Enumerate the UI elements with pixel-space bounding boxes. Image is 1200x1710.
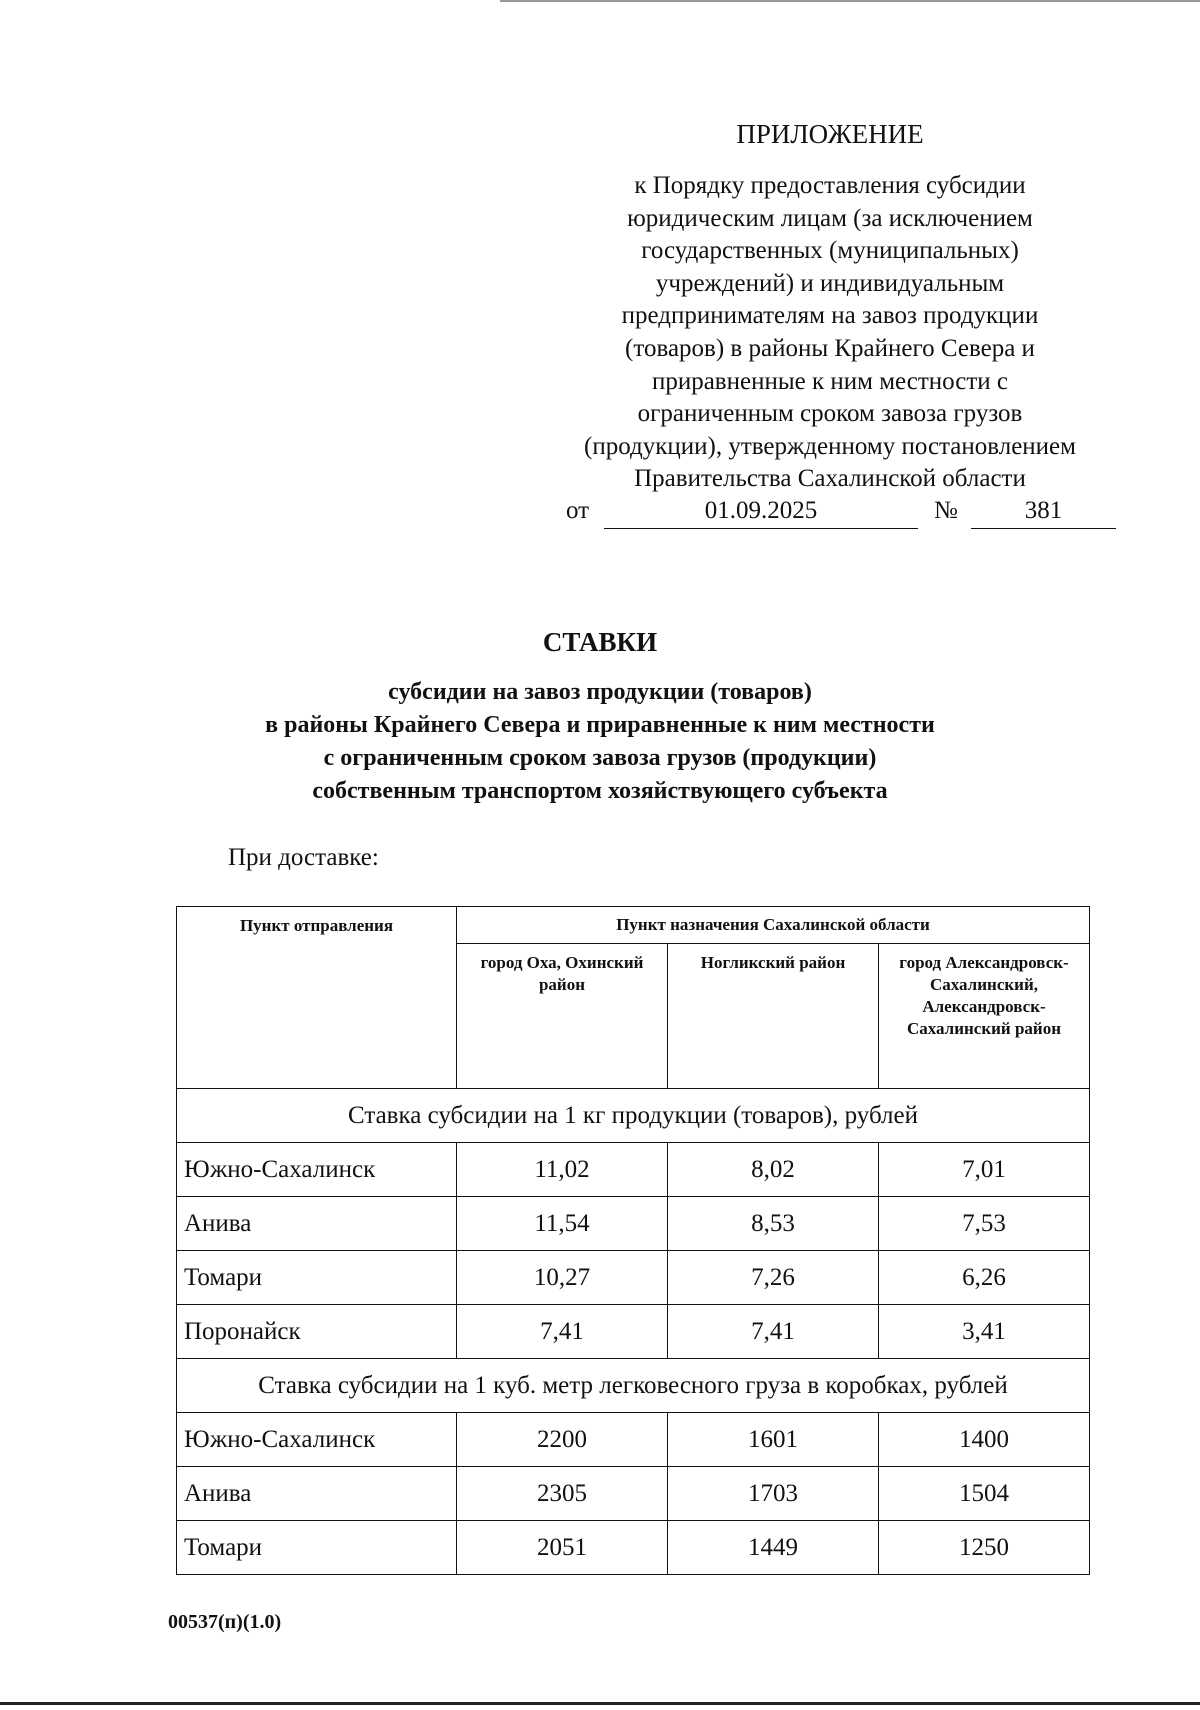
rate-cell: 7,01 [879,1143,1090,1197]
section-title-kg: Ставка субсидии на 1 кг продукции (товаров), рублей [177,1089,1090,1143]
section-row-cubic-meter [177,1359,1090,1413]
origin-cell: Анива [177,1197,457,1251]
subtitle-line: собственным транспортом хозяйствующего субъекта [312,778,888,804]
rate-cell: 7,26 [668,1251,879,1305]
approval-number: 381 [971,495,1116,529]
subtitle-line: в районы Крайнего Севера и приравненные к ним местности [265,712,935,738]
rate-cell: 10,27 [457,1251,668,1305]
origin-cell: Поронайск [177,1305,457,1359]
appendix-line: приравненные к ним местности с [651,367,1009,395]
appendix-line: Правительства Сахалинской области [634,465,1026,493]
subtitle-line: с ограниченным сроком завоза грузов (продукции) [323,745,877,771]
destination-okha: город Оха, Охинский район [457,944,668,1089]
delivery-label: При доставке: [228,844,379,871]
rate-cell: 11,02 [457,1143,668,1197]
rate-cell: 11,54 [457,1197,668,1251]
section-title-cubic-meter: Ставка субсидии на 1 куб. метр легковесного груза в коробках, рублей [177,1359,1090,1413]
rates-table [176,906,1090,1575]
appendix-line: (товаров) в районы Крайнего Севера и [625,334,1035,362]
origin-cell: Южно-Сахалинск [177,1413,457,1467]
rate-cell: 7,53 [879,1197,1090,1251]
rate-cell: 2200 [457,1413,668,1467]
table-header-row [177,907,1090,944]
rate-cell: 6,26 [879,1251,1090,1305]
appendix-line: учреждений) и индивидуальным [655,269,1005,297]
table-row [177,1251,1090,1305]
destination-aleksandrovsk: город Александровск-Сахалинский, Александровск-Сахалинский район [879,944,1090,1089]
rate-cell: 8,02 [668,1143,879,1197]
rate-cell: 1250 [879,1521,1090,1575]
table-row [177,1521,1090,1575]
number-prefix: № [934,497,958,524]
date-prefix: от [566,497,590,524]
document-subtitle [150,676,1050,808]
approval-date: 01.09.2025 [604,495,918,529]
origin-header: Пункт отправления [177,907,457,1089]
rate-cell: 1449 [668,1521,879,1575]
rate-cell: 2305 [457,1467,668,1521]
origin-cell: Томари [177,1251,457,1305]
table-row [177,1197,1090,1251]
rate-cell: 1703 [668,1467,879,1521]
appendix-line: юридическим лицам (за исключением [627,204,1033,232]
rate-cell: 3,41 [879,1305,1090,1359]
destination-header: Пункт назначения Сахалинской области [457,907,1090,944]
document-code: 00537(п)(1.0) [168,1611,282,1633]
rate-cell: 7,41 [668,1305,879,1359]
appendix-title: ПРИЛОЖЕНИЕ [736,119,924,149]
table-row [177,1413,1090,1467]
table-row [177,1305,1090,1359]
appendix-text [540,170,1120,496]
appendix-line: предпринимателям на завоз продукции [621,302,1039,330]
rate-cell: 2051 [457,1521,668,1575]
table-row [177,1143,1090,1197]
table-row [177,1467,1090,1521]
subtitle-line: субсидии на завоз продукции (товаров) [388,679,812,705]
appendix-line: к Порядку предоставления субсидии [634,172,1026,199]
approval-line [566,495,1126,535]
rate-cell: 1601 [668,1413,879,1467]
origin-cell: Анива [177,1467,457,1521]
appendix-line: (продукции), утвержденному постановлением [584,432,1076,460]
bottom-scan-edge [0,1702,1200,1705]
rate-cell: 7,41 [457,1305,668,1359]
top-scan-edge [500,0,1200,2]
appendix-line: государственных (муниципальных) [641,237,1019,265]
appendix-line: ограниченным сроком завоза грузов [637,400,1023,428]
destination-nogliki: Ногликский район [668,944,879,1089]
origin-cell: Томари [177,1521,457,1575]
rate-cell: 1504 [879,1467,1090,1521]
rate-cell: 8,53 [668,1197,879,1251]
origin-cell: Южно-Сахалинск [177,1143,457,1197]
section-row-kg [177,1089,1090,1143]
rate-cell: 1400 [879,1413,1090,1467]
document-title: СТАВКИ [542,627,658,657]
